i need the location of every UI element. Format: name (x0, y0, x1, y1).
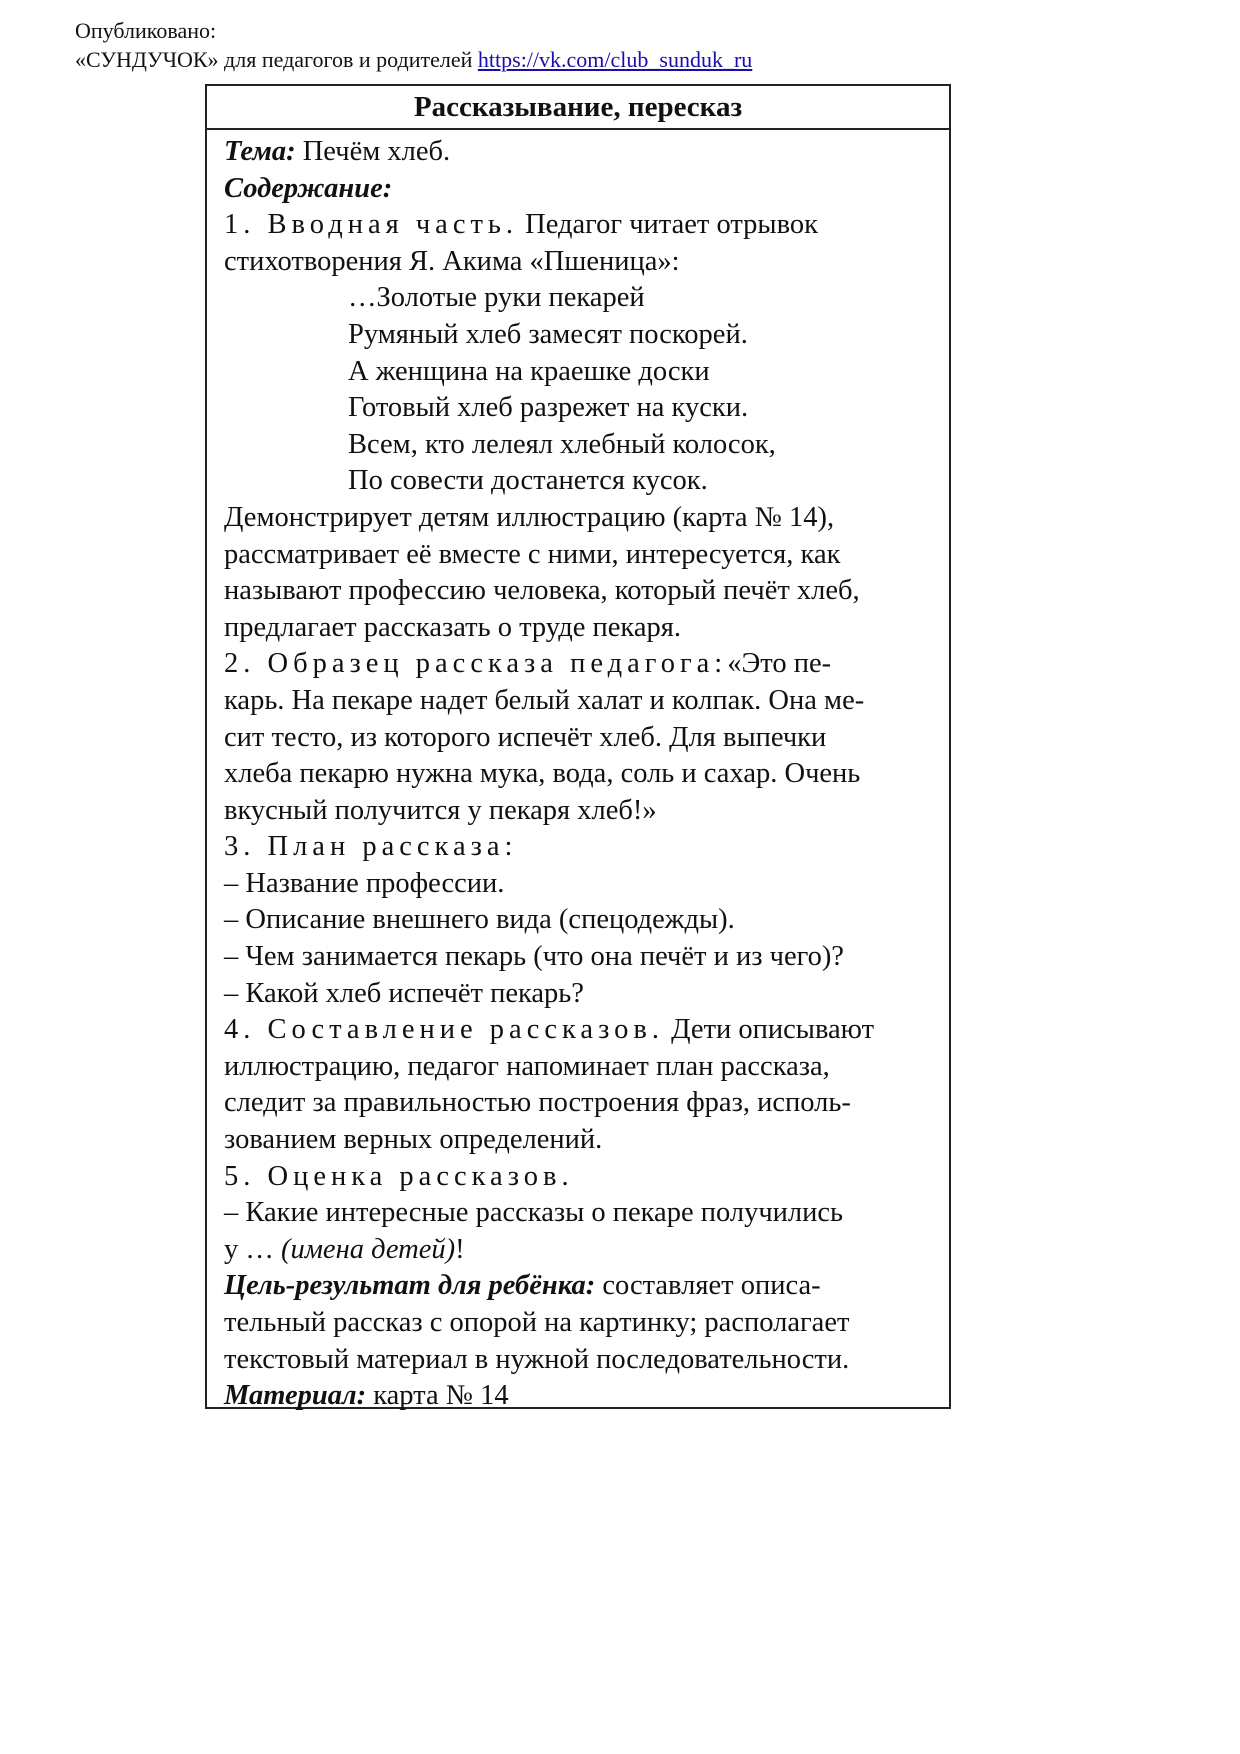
section-2-line: сит тесто, из которого испечёт хлеб. Для выпечки (224, 721, 827, 753)
goal-line: тельный рассказ с опорой на картинку; располагает (224, 1307, 850, 1338)
section-1-paragraph-line: предлагает рассказать о труде пекаря. (224, 611, 681, 643)
section-5-heading: 5. Оценка рассказов. (224, 1160, 574, 1192)
topic-label: Тема: (224, 136, 296, 167)
section-1-paragraph-line: рассматривает её вместе с ними, интересуется, как (224, 538, 841, 570)
section-2-line: вкусный получится у пекаря хлеб!» (224, 794, 657, 826)
vk-link[interactable]: https://vk.com/club_sunduk_ru (477, 47, 753, 72)
section-2-line: карь. На пекаре надет белый халат и колпак. Она ме- (224, 684, 865, 716)
goal-label: Цель-результат для ребёнка: (224, 1270, 596, 1302)
section-1-heading: 1. Вводная часть. (224, 209, 519, 241)
material-label: Материал: (224, 1380, 367, 1412)
material-line (224, 1378, 935, 1415)
section-5-line-2 (224, 1232, 935, 1269)
section-5-text: у … (224, 1233, 274, 1265)
poem-line: Готовый хлеб разрежет на куски. (348, 392, 749, 424)
section-1-text: Педагог читает отрывок (525, 209, 818, 241)
section-4-heading: 4. Составление рассказов. (224, 1014, 664, 1046)
plan-item: – Чем занимается пекарь (что она печёт и из чего)? (224, 941, 844, 973)
poem-line: Румяный хлеб замесят поскорей. (348, 318, 748, 350)
poem-line: А женщина на краешке доски (348, 355, 710, 387)
goal-text: составляет описа- (602, 1270, 821, 1302)
poem-line: По совести достанется кусок. (348, 465, 708, 497)
publisher-name: «СУНДУЧОК» для педагогов и родителей (75, 47, 473, 72)
section-3-heading: 3. План рассказа: (224, 831, 518, 863)
goal-line: текстовый материал в нужной последовательности. (224, 1343, 850, 1375)
section-4-line: зованием верных определений. (224, 1124, 603, 1156)
section-2-line-1 (224, 646, 935, 683)
section-1-line-2: стихотворения Я. Акима «Пшеница»: (224, 245, 680, 277)
section-2-line: хлеба пекарю нужна мука, вода, соль и сахар. Очень (224, 758, 861, 790)
section-2-heading: 2. Образец рассказа педагога: (224, 648, 728, 680)
section-1-paragraph-line: называют профессию человека, который печёт хлеб, (224, 575, 860, 607)
card-body (207, 130, 949, 1415)
section-4-text: Дети описывают (671, 1014, 875, 1046)
exclamation: ! (455, 1233, 465, 1265)
section-1-line-1 (224, 207, 935, 244)
poem-line: Всем, кто лелеял хлебный колосок, (348, 428, 776, 460)
content-label: Содержание: (224, 172, 393, 204)
section-4-line-1 (224, 1012, 935, 1049)
plan-item: – Название профессии. (224, 867, 505, 899)
publisher-line (75, 45, 752, 74)
goal-line-1 (224, 1268, 935, 1305)
plan-item: – Описание внешнего вида (спецодежды). (224, 904, 735, 936)
card-title: Рассказывание, пересказ (207, 86, 949, 130)
plan-item: – Какой хлеб испечёт пекарь? (224, 977, 584, 1009)
material-value: карта № 14 (373, 1380, 509, 1412)
topic-value: Печём хлеб. (302, 136, 451, 167)
section-1-paragraph-line: Демонстрирует детям иллюстрацию (карта № 14), (224, 501, 835, 533)
section-4-line: иллюстрацию, педагог напоминает план рассказа, (224, 1050, 830, 1082)
section-5-line-1: – Какие интересные рассказы о пекаре получились (224, 1197, 844, 1229)
lesson-card (205, 84, 951, 1412)
publication-header (75, 16, 752, 74)
topic-line (224, 134, 935, 171)
section-4-line: следит за правильностью построения фраз, исполь- (224, 1087, 851, 1119)
poem-line: …Золотые руки пекарей (348, 282, 645, 314)
published-label: Опубликовано: (75, 18, 217, 43)
children-names-placeholder: (имена детей) (281, 1233, 456, 1265)
section-2-text: «Это пе- (727, 648, 832, 680)
